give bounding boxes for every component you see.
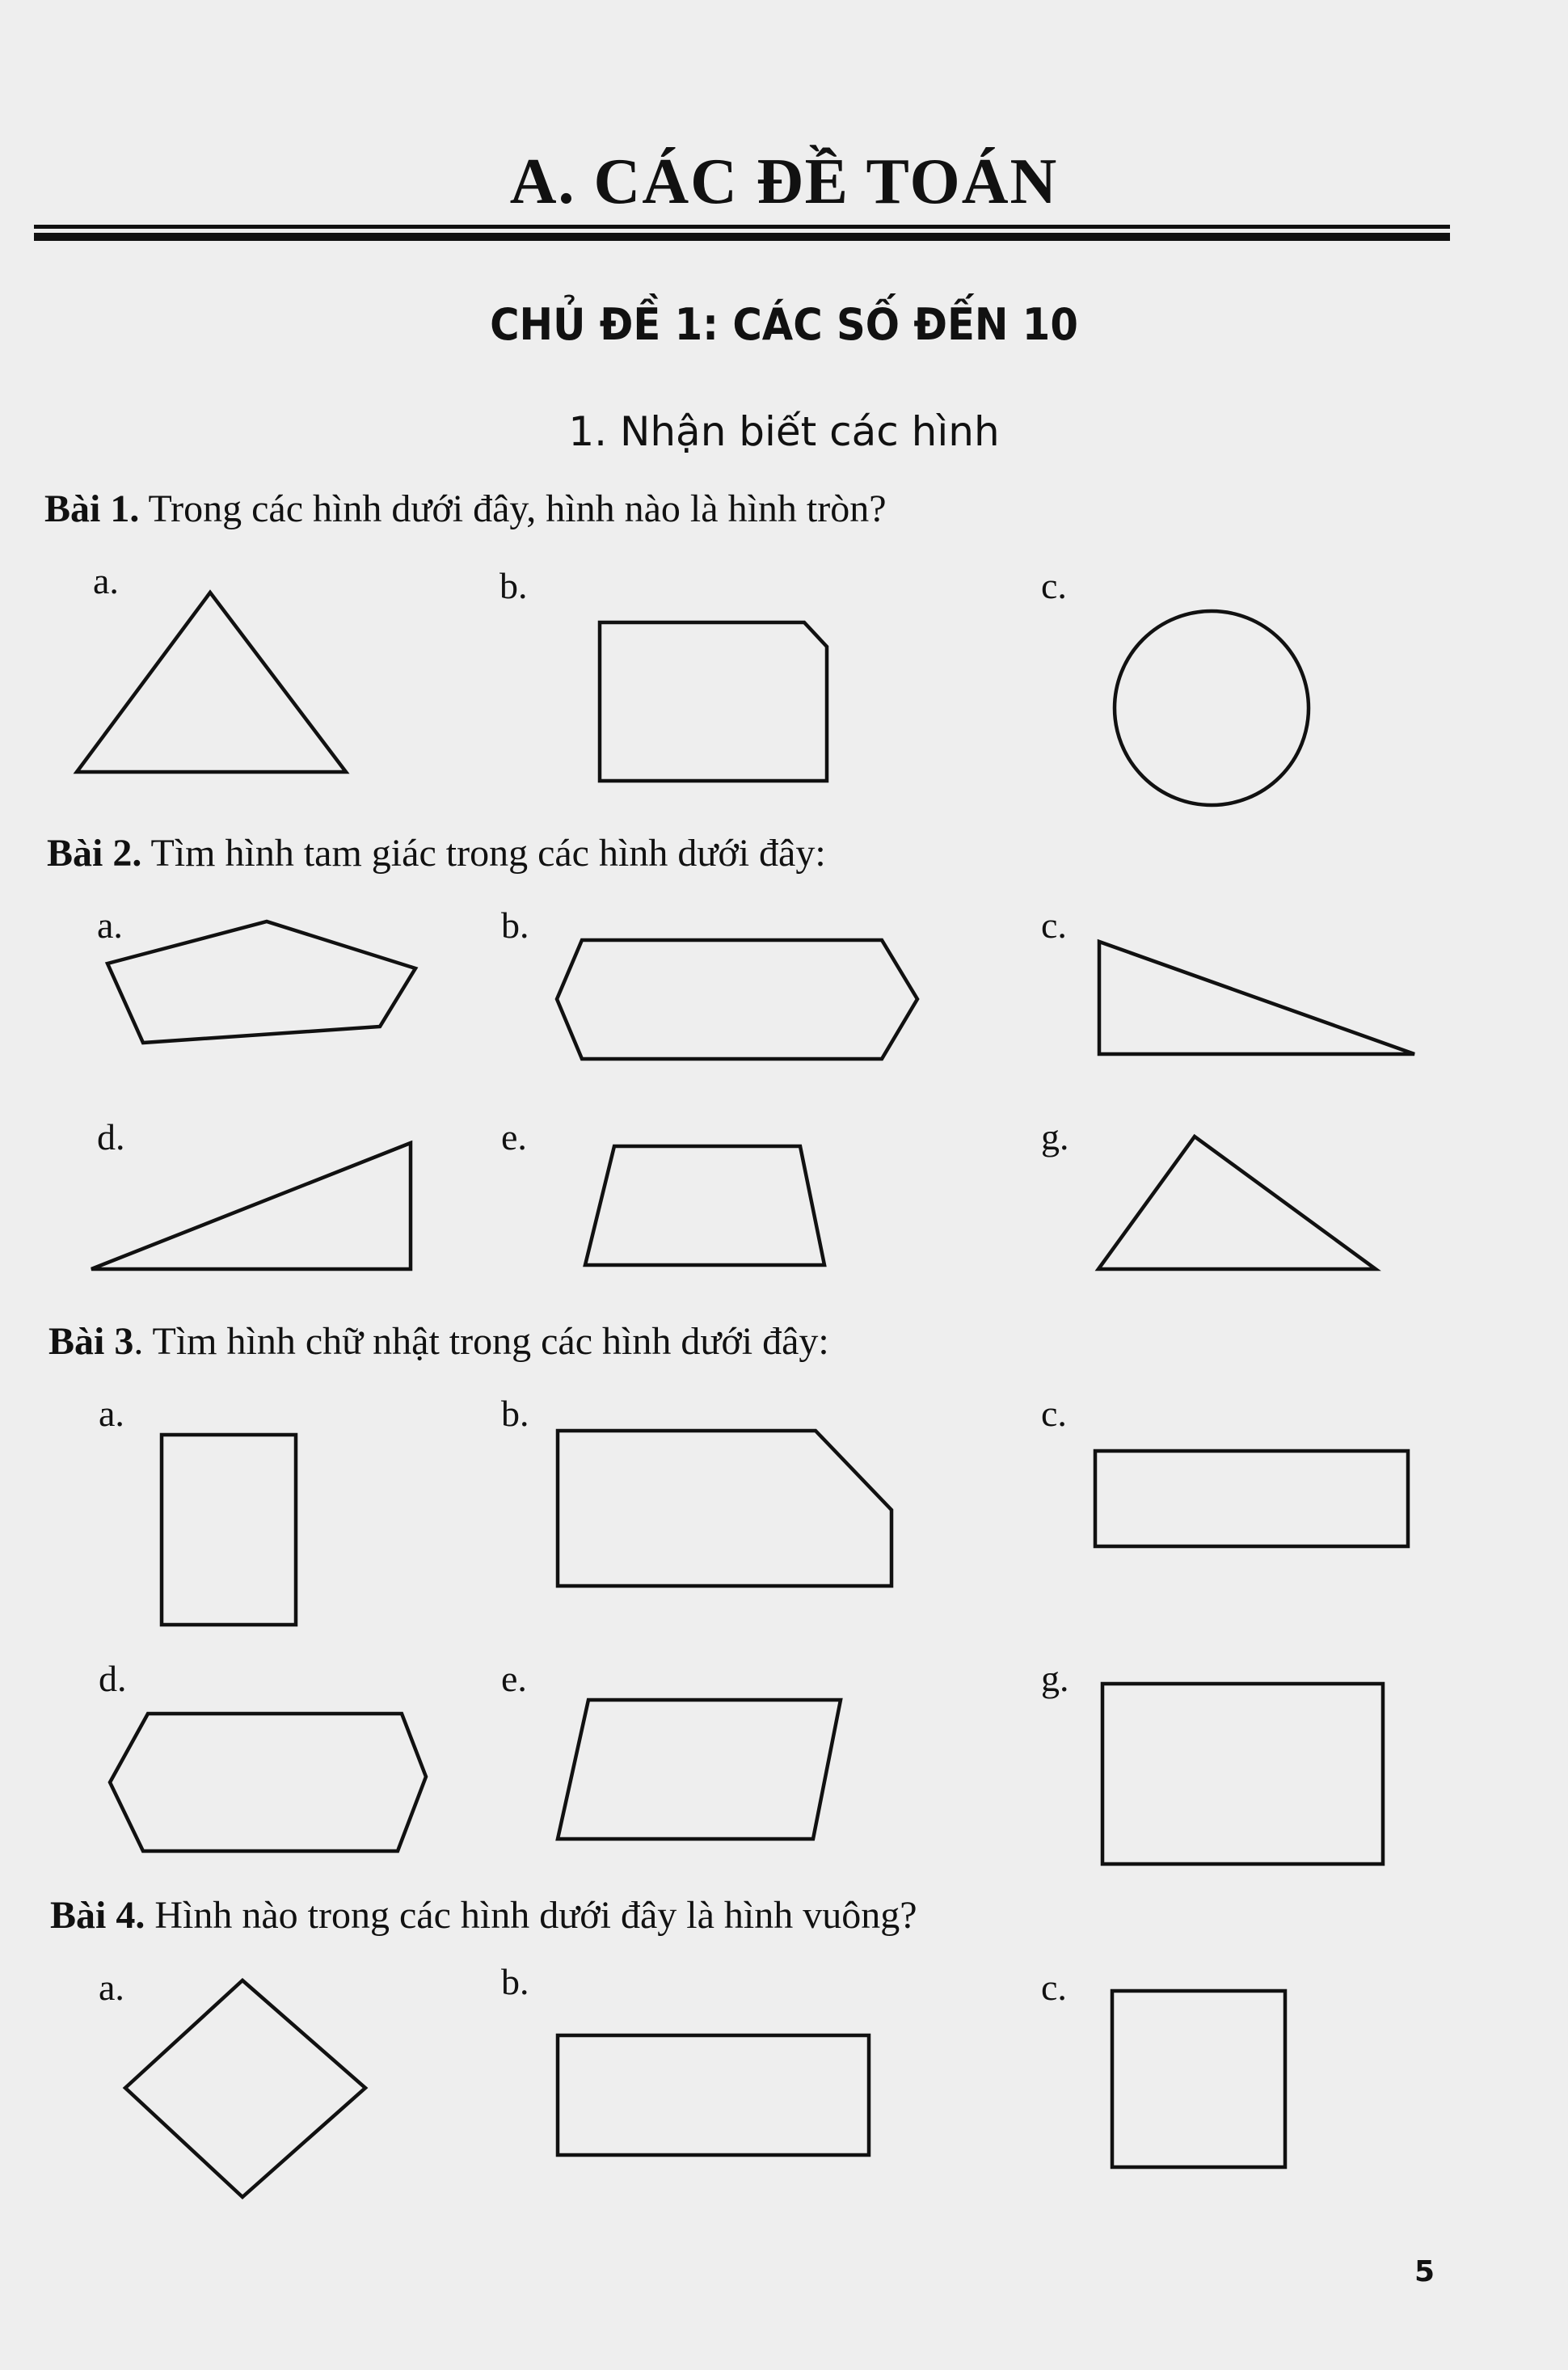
- ex2-b-hexagon-shape: [557, 940, 917, 1059]
- exercise-2-option-b-label: b.: [501, 905, 529, 946]
- ex2-g-triangle-shape: [1098, 1137, 1376, 1269]
- exercise-1-number: Bài 1.: [44, 487, 140, 530]
- exercise-3-option-g-label: g.: [1041, 1658, 1069, 1699]
- exercise-3-text: . Tìm hình chữ nhật trong các hình dưới đây:: [133, 1320, 829, 1363]
- exercise-1-text: Trong các hình dưới đây, hình nào là hình tròn?: [148, 487, 887, 530]
- exercise-3-option-a-label: a.: [99, 1393, 124, 1434]
- ex3-a-rectangle-shape: [162, 1435, 296, 1625]
- exercise-2-option-d-label: d.: [97, 1116, 125, 1158]
- ex2-a-pentagon-shape: [107, 921, 415, 1043]
- ex4-a-diamond-shape: [125, 1980, 365, 2197]
- exercise-1-option-b-label: b.: [499, 565, 528, 606]
- exercise-3-number: Bài 3: [48, 1320, 134, 1363]
- exercise-2-option-e-label: e.: [501, 1116, 527, 1158]
- exercise-4-option-a-label: a.: [99, 1967, 124, 2008]
- page-number: 5: [1414, 2255, 1435, 2288]
- exercise-3-option-d-label: d.: [99, 1658, 127, 1699]
- exercise-3-option-e-label: e.: [501, 1658, 527, 1699]
- ex3-g-rectangle-shape: [1102, 1684, 1383, 1864]
- ex3-d-hexagon-shape: [110, 1714, 426, 1851]
- exercise-2-option-a-label: a.: [97, 905, 123, 946]
- ex2-d-right-triangle-shape: [91, 1143, 411, 1269]
- exercise-4-option-c-label: c.: [1041, 1967, 1067, 2008]
- ex3-b-rectangle-cut-corner-shape: [558, 1431, 891, 1586]
- exercise-2-number: Bài 2.: [47, 832, 142, 875]
- exercise-1-option-a-label: a.: [93, 560, 119, 601]
- ex2-c-right-triangle-shape: [1099, 942, 1414, 1054]
- ex2-e-trapezoid-shape: [585, 1146, 824, 1265]
- exercise-4-text: Hình nào trong các hình dưới đây là hình vuông?: [154, 1894, 917, 1937]
- ex1-b-square-cut-corner-shape: [600, 622, 827, 781]
- ex1-c-circle-shape: [1115, 611, 1309, 805]
- exercise-3-option-c-label: c.: [1041, 1393, 1067, 1434]
- exercise-2-option-g-label: g.: [1041, 1116, 1069, 1158]
- ex3-e-parallelogram-shape: [558, 1700, 841, 1839]
- exercise-2-option-c-label: c.: [1041, 905, 1067, 946]
- topic-title: CHỦ ĐỀ 1: CÁC SỐ ĐẾN 10: [490, 299, 1078, 350]
- subsection-title: 1. Nhận biết các hình: [568, 408, 1000, 455]
- exercise-1-option-c-label: c.: [1041, 565, 1067, 606]
- section-title: A. CÁC ĐỀ TOÁN: [509, 146, 1059, 217]
- exercise-3-option-b-label: b.: [501, 1393, 529, 1434]
- ex4-b-rectangle-shape: [558, 2035, 869, 2155]
- exercise-2-text: Tìm hình tam giác trong các hình dưới đây:: [150, 832, 826, 875]
- exercise-4-option-b-label: b.: [501, 1961, 529, 2002]
- ex4-c-square-shape: [1112, 1991, 1285, 2167]
- exercise-4-number: Bài 4.: [50, 1894, 145, 1937]
- ex1-a-triangle-shape: [77, 592, 346, 772]
- ex3-c-rectangle-shape: [1095, 1451, 1408, 1546]
